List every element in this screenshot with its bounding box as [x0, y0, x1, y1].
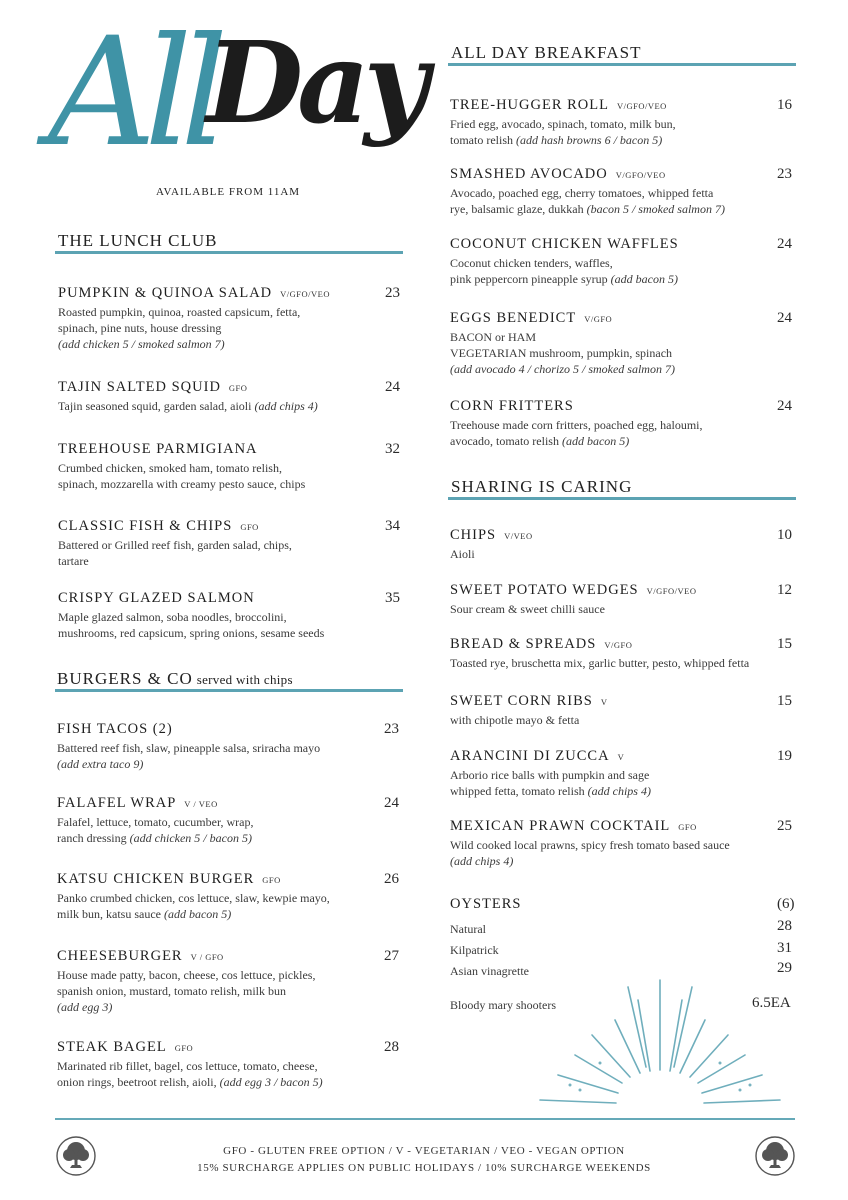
menu-item-heading — [58, 590, 408, 607]
menu-item-price: 26 — [384, 871, 399, 887]
add-on-note: (add chips 4) — [254, 399, 318, 413]
menu-item-name: ARANCINI DI ZUCCA — [450, 748, 610, 764]
description-text: Panko crumbed chicken, cos lettuce, slaw, kewpie mayo, — [57, 891, 330, 905]
menu-item-description — [58, 398, 408, 414]
menu-item — [58, 285, 408, 352]
description-line — [57, 814, 407, 830]
description-text: Arborio rice balls with pumpkin and sage — [450, 768, 650, 782]
description-text: Roasted pumpkin, quinoa, roasted capsicum, fetta, — [58, 305, 301, 319]
menu-item-description — [450, 712, 800, 728]
description-line — [450, 433, 800, 449]
menu-item-heading — [57, 948, 407, 965]
menu-item-heading — [57, 795, 407, 812]
sharing-rule — [448, 497, 796, 500]
oysters-title: OYSTERS — [450, 896, 522, 912]
description-text: Wild cooked local prawns, spicy fresh tomato based sauce — [450, 838, 730, 852]
description-text: Tajin seasoned squid, garden salad, aioli — [58, 399, 252, 413]
menu-item-price: 27 — [384, 948, 399, 964]
lunch-section-title: THE LUNCH CLUB — [58, 231, 218, 250]
menu-item-price: 12 — [777, 582, 792, 598]
menu-item — [450, 693, 800, 728]
menu-item-heading — [450, 527, 800, 544]
description-line — [57, 983, 407, 999]
description-line — [57, 967, 407, 983]
menu-item-price: 28 — [384, 1039, 399, 1055]
dietary-tag: V/GFO/VEO — [646, 586, 697, 596]
logo-day: Day — [206, 18, 423, 149]
dietary-tag: GFO — [228, 383, 248, 393]
description-text: rye, balsamic glaze, dukkah — [450, 202, 584, 216]
sharing-section-title: SHARING IS CARING — [451, 477, 633, 496]
menu-item-price: 24 — [777, 398, 792, 414]
footer-legend: GFO - GLUTEN FREE OPTION / V - VEGETARIAN / VEO - VEGAN OPTION — [223, 1145, 625, 1157]
description-line — [57, 890, 407, 906]
burgers-rule — [55, 689, 403, 692]
menu-item-description — [57, 740, 407, 772]
add-on-note: (add hash browns 6 / bacon 5) — [516, 133, 663, 147]
menu-item-description — [450, 185, 800, 217]
description-text: Toasted rye, bruschetta mix, garlic butter, pesto, whipped fetta — [450, 656, 750, 670]
add-on-note: (add bacon 5) — [561, 434, 630, 448]
menu-item-price: 24 — [777, 310, 792, 326]
menu-item-price: 35 — [385, 590, 400, 606]
add-on-note: (bacon 5 / smoked salmon 7) — [586, 202, 725, 216]
menu-item-description — [450, 417, 800, 449]
description-line — [58, 476, 408, 492]
menu-item-name: CORN FRITTERS — [450, 398, 574, 414]
burgers-title: BURGERS & CO — [57, 669, 193, 688]
menu-item-description — [58, 460, 408, 492]
description-line — [450, 712, 800, 728]
description-text: Marinated rib fillet, bagel, cos lettuce, tomato, cheese, — [57, 1059, 318, 1073]
oyster-price: 31 — [777, 940, 792, 956]
menu-item-description — [450, 655, 800, 671]
description-line — [450, 345, 800, 361]
menu-item — [58, 518, 408, 569]
menu-item-price: 15 — [777, 693, 792, 709]
menu-item-price: 23 — [384, 721, 399, 737]
menu-item — [58, 441, 408, 492]
availability-note: AVAILABLE FROM 11AM — [156, 186, 301, 198]
dietary-tag: GFO — [240, 522, 259, 532]
add-on-note: (add bacon 5) — [163, 907, 232, 921]
description-line — [57, 999, 407, 1015]
menu-item-price: 15 — [777, 636, 792, 652]
menu-item-price: 10 — [777, 527, 792, 543]
menu-item-name: FISH TACOS (2) — [57, 721, 173, 737]
burgers-section-title — [57, 669, 293, 689]
menu-item-price: 16 — [777, 97, 792, 113]
menu-item-heading — [58, 379, 408, 396]
menu-item-description — [450, 601, 800, 617]
menu-item-name: CHEESEBURGER — [57, 948, 183, 964]
menu-item-heading — [450, 97, 800, 114]
dietary-tag: V/GFO — [604, 640, 633, 650]
menu-item-name: SMASHED AVOCADO — [450, 166, 608, 182]
menu-item-name: SWEET POTATO WEDGES — [450, 582, 639, 598]
footer-rule — [55, 1118, 795, 1120]
description-text: avocado, tomato relish — [450, 434, 559, 448]
menu-item-name: STEAK BAGEL — [57, 1039, 167, 1055]
description-line — [450, 601, 800, 617]
shooters-label: Bloody mary shooters — [450, 998, 556, 1012]
sunburst-decoration-icon — [530, 975, 790, 1115]
menu-item-heading — [450, 693, 800, 710]
dietary-tag: V/VEO — [504, 531, 533, 541]
menu-item-description — [450, 546, 800, 562]
menu-item-description — [450, 329, 800, 377]
description-text: Treehouse made corn fritters, poached egg, haloumi, — [450, 418, 703, 432]
menu-item-description — [57, 890, 407, 922]
menu-item — [57, 721, 407, 772]
breakfast-rule — [448, 63, 796, 66]
menu-item — [450, 748, 800, 799]
menu-item-description — [450, 837, 800, 869]
menu-item-name: CLASSIC FISH & CHIPS — [58, 518, 233, 534]
oyster-price: 29 — [777, 960, 792, 976]
dietary-tag: V/GFO/VEO — [615, 170, 666, 180]
add-on-note: (add chicken 5 / smoked salmon 7) — [58, 337, 225, 351]
menu-item-heading — [450, 818, 800, 835]
description-text: Fried egg, avocado, spinach, tomato, milk bun, — [450, 117, 676, 131]
add-on-note: (add chips 4) — [450, 854, 514, 868]
menu-item-heading — [57, 871, 407, 888]
menu-item-heading — [450, 236, 800, 253]
menu-item-heading — [58, 285, 408, 302]
description-text: Battered reef fish, slaw, pineapple salsa, sriracha mayo — [57, 741, 321, 755]
menu-item-name: SWEET CORN RIBS — [450, 693, 593, 709]
menu-item-heading — [450, 748, 800, 765]
description-line — [450, 783, 800, 799]
menu-item — [58, 590, 408, 641]
menu-item-heading — [450, 636, 800, 653]
add-on-note: (add chicken 5 / bacon 5) — [129, 831, 252, 845]
add-on-note: (add avocado 4 / chorizo 5 / smoked salmon 7) — [450, 362, 675, 376]
description-line — [57, 756, 407, 772]
dietary-tag: GFO — [678, 822, 697, 832]
description-line — [450, 837, 800, 853]
menu-item-name: COCONUT CHICKEN WAFFLES — [450, 236, 679, 252]
description-text: spinach, pine nuts, house dressing — [58, 321, 222, 335]
description-line — [58, 553, 408, 569]
menu-item-price: 24 — [385, 379, 400, 395]
description-line — [58, 320, 408, 336]
menu-item-name: CRISPY GLAZED SALMON — [58, 590, 255, 606]
description-text: onion rings, beetroot relish, aioli, — [57, 1075, 217, 1089]
menu-item-heading — [57, 1039, 407, 1056]
description-line — [450, 132, 800, 148]
description-text: whipped fetta, tomato relish — [450, 784, 585, 798]
description-line — [450, 185, 800, 201]
menu-item — [450, 97, 800, 148]
menu-item-heading — [450, 398, 800, 415]
menu-item — [450, 818, 800, 869]
burgers-subtitle: served with chips — [196, 672, 293, 687]
oysters-item — [450, 896, 795, 913]
lunch-rule — [55, 251, 403, 254]
description-text: Battered or Grilled reef fish, garden salad, chips, — [58, 538, 292, 552]
description-text: spinach, mozzarella with creamy pesto sauce, chips — [58, 477, 306, 491]
oyster-label: Kilpatrick — [450, 943, 499, 957]
description-text: milk bun, katsu sauce — [57, 907, 161, 921]
menu-item-description — [57, 814, 407, 846]
menu-item-price: 19 — [777, 748, 792, 764]
menu-item-name: KATSU CHICKEN BURGER — [57, 871, 255, 887]
menu-item — [58, 379, 408, 414]
menu-item-price: 34 — [385, 518, 400, 534]
description-text: spanish onion, mustard, tomato relish, milk bun — [57, 984, 286, 998]
description-line — [450, 255, 800, 271]
menu-item — [57, 871, 407, 922]
menu-item-heading — [57, 721, 407, 738]
menu-item-heading — [450, 582, 800, 599]
description-line — [58, 609, 408, 625]
menu-item — [57, 1039, 407, 1090]
menu-item-price: 24 — [777, 236, 792, 252]
oysters-count: (6) — [777, 896, 795, 912]
description-text: House made patty, bacon, cheese, cos lettuce, pickles, — [57, 968, 316, 982]
description-line — [57, 830, 407, 846]
description-line — [450, 767, 800, 783]
menu-item-heading — [58, 518, 408, 535]
description-line — [450, 655, 800, 671]
description-line — [450, 271, 800, 287]
description-text: ranch dressing — [57, 831, 127, 845]
description-line — [450, 116, 800, 132]
description-text: Maple glazed salmon, soba noodles, broccolini, — [58, 610, 287, 624]
menu-item-description — [58, 304, 408, 352]
menu-item-name: EGGS BENEDICT — [450, 310, 577, 326]
dietary-tag: GFO — [262, 875, 281, 885]
add-on-note: (add egg 3) — [57, 1000, 113, 1014]
dietary-tag: GFO — [174, 1043, 194, 1053]
dietary-tag: V/GFO/VEO — [616, 101, 667, 111]
oyster-label: Asian vinagrette — [450, 964, 529, 978]
menu-item-description — [450, 116, 800, 148]
oyster-price: 28 — [777, 918, 792, 934]
menu-item-name: TREEHOUSE PARMIGIANA — [58, 441, 258, 457]
menu-item-description — [57, 1058, 407, 1090]
menu-item-description — [450, 255, 800, 287]
menu-item-name: MEXICAN PRAWN COCKTAIL — [450, 818, 671, 834]
menu-item — [450, 166, 800, 217]
description-line — [57, 740, 407, 756]
description-text: tomato relish — [450, 133, 513, 147]
menu-item-name: FALAFEL WRAP — [57, 795, 177, 811]
description-text: Coconut chicken tenders, waffles, — [450, 256, 613, 270]
description-text: pink peppercorn pineapple syrup — [450, 272, 608, 286]
menu-item — [450, 636, 800, 671]
menu-item — [450, 236, 800, 287]
menu-item-description — [450, 767, 800, 799]
footer-surcharge: 15% SURCHARGE APPLIES ON PUBLIC HOLIDAYS / 10% SURCHARGE WEEKENDS — [197, 1162, 651, 1174]
description-text: mushrooms, red capsicum, spring onions, sesame seeds — [58, 626, 325, 640]
add-on-note: (add chips 4) — [587, 784, 651, 798]
menu-item — [57, 795, 407, 846]
dietary-tag: V / GFO — [190, 952, 224, 962]
dietary-tag: V — [617, 752, 625, 762]
dietary-tag: V — [600, 697, 608, 707]
logo-all: All — [48, 6, 217, 180]
dietary-tag: V / VEO — [184, 799, 218, 809]
menu-item-price: 23 — [777, 166, 792, 182]
breakfast-section-title: ALL DAY BREAKFAST — [451, 43, 642, 62]
description-text: Avocado, poached egg, cherry tomatoes, whipped fetta — [450, 186, 714, 200]
menu-item-price: 24 — [384, 795, 399, 811]
menu-item-name: CHIPS — [450, 527, 497, 543]
description-text: Crumbed chicken, smoked ham, tomato relish, — [58, 461, 282, 475]
description-line — [58, 537, 408, 553]
menu-item-heading — [58, 441, 408, 458]
description-text: with chipotle mayo & fetta — [450, 713, 580, 727]
description-text: Falafel, lettuce, tomato, cucumber, wrap, — [57, 815, 254, 829]
menu-item-name: BREAD & SPREADS — [450, 636, 597, 652]
description-line — [57, 1058, 407, 1074]
description-text: Aioli — [450, 547, 475, 561]
menu-item — [450, 398, 800, 449]
menu-item — [450, 582, 800, 617]
description-line — [450, 417, 800, 433]
add-on-note: (add extra taco 9) — [57, 757, 144, 771]
description-line — [58, 398, 408, 414]
description-line — [58, 625, 408, 641]
menu-item-name: PUMPKIN & QUINOA SALAD — [58, 285, 273, 301]
menu-item-description — [58, 609, 408, 641]
add-on-note: (add egg 3 / bacon 5) — [219, 1075, 323, 1089]
description-line — [58, 460, 408, 476]
description-line — [58, 304, 408, 320]
menu-item-price: 25 — [777, 818, 792, 834]
description-line — [57, 906, 407, 922]
description-line — [450, 853, 800, 869]
add-on-note: (add bacon 5) — [610, 272, 678, 286]
menu-item-name: TAJIN SALTED SQUID — [58, 379, 221, 395]
description-line — [58, 336, 408, 352]
menu-item-heading — [450, 166, 800, 183]
menu-item-description — [58, 537, 408, 569]
menu-item-price: 23 — [385, 285, 400, 301]
description-text: VEGETARIAN mushroom, pumpkin, spinach — [450, 346, 673, 360]
description-line — [450, 201, 800, 217]
dietary-tag: V/GFO/VEO — [280, 289, 330, 299]
description-text: tartare — [58, 554, 89, 568]
oyster-label: Natural — [450, 922, 486, 936]
description-line — [450, 329, 800, 345]
menu-item — [450, 527, 800, 562]
menu-item — [57, 948, 407, 1015]
description-text: BACON or HAM — [450, 330, 537, 344]
menu-item-description — [57, 967, 407, 1015]
description-line — [57, 1074, 407, 1090]
menu-item-name: TREE-HUGGER ROLL — [450, 97, 609, 113]
description-line — [450, 361, 800, 377]
description-text: Sour cream & sweet chilli sauce — [450, 602, 605, 616]
menu-item-price: 32 — [385, 441, 400, 457]
menu-item-heading — [450, 310, 800, 327]
dietary-tag: V/GFO — [584, 314, 613, 324]
description-line — [450, 546, 800, 562]
shooters-price: 6.5EA — [752, 995, 791, 1011]
menu-item — [450, 310, 800, 377]
